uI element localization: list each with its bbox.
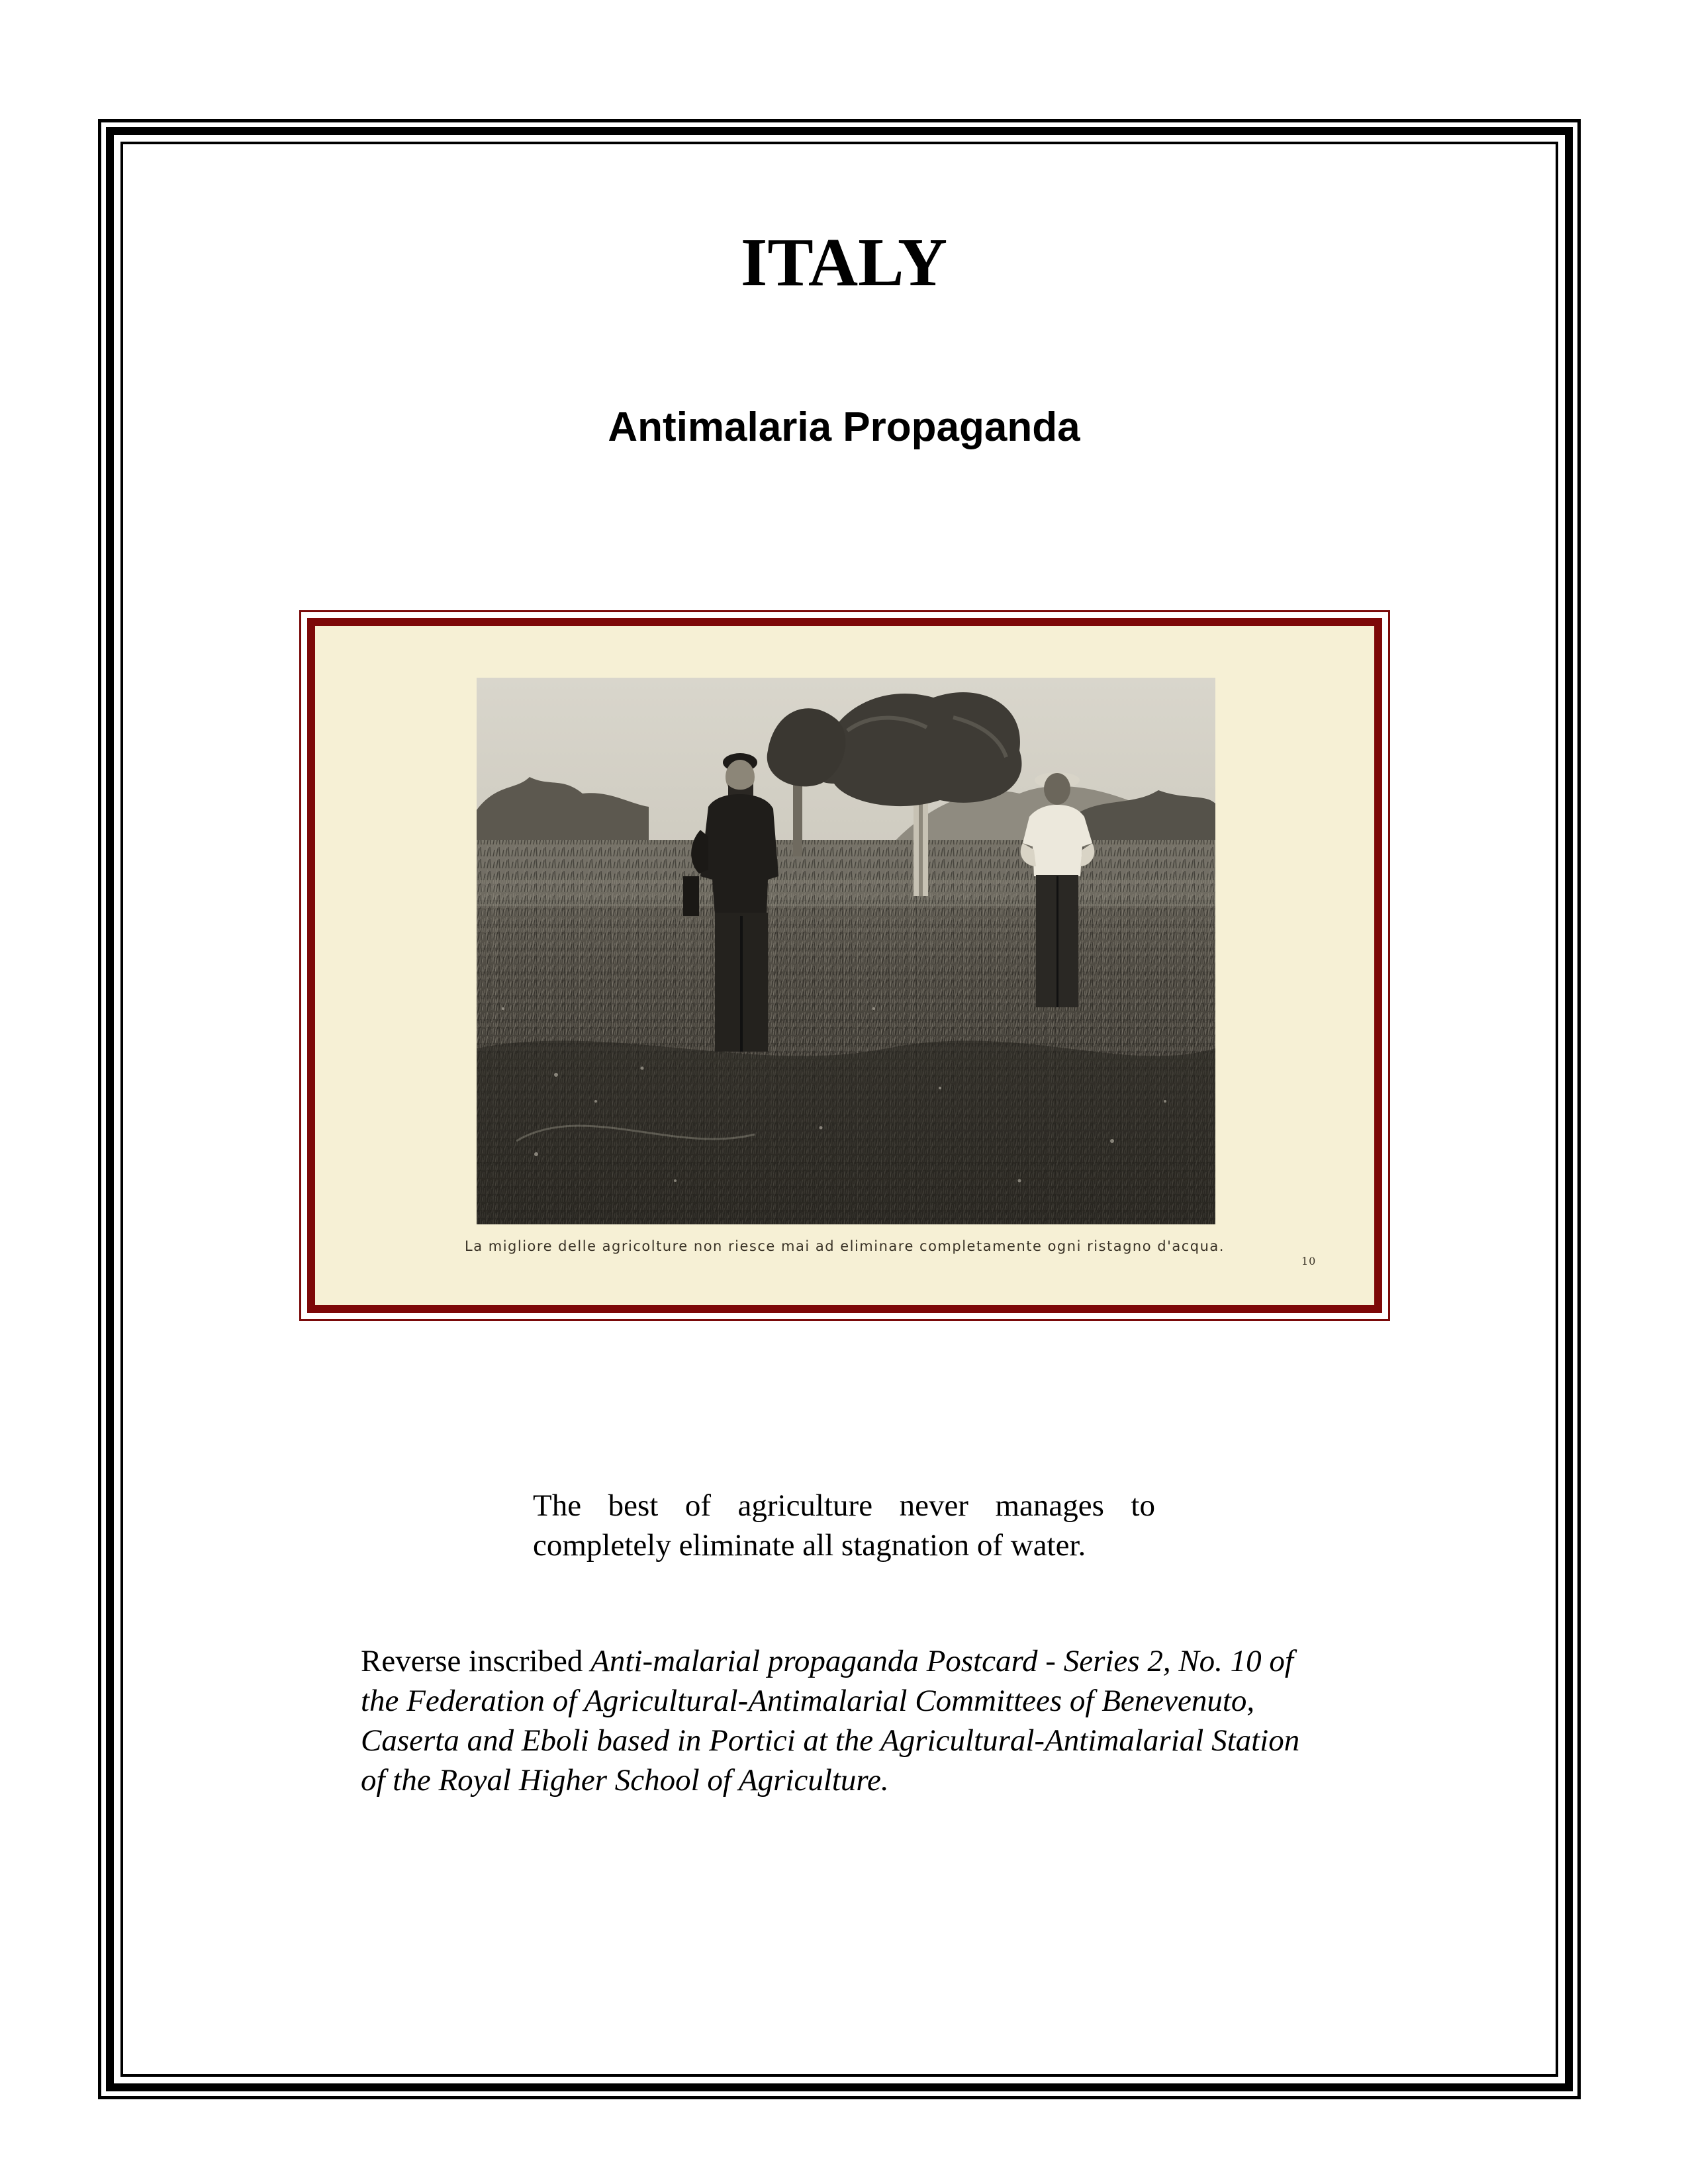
postcard-caption: La migliore delle agricolture non riesce mai ad eliminare completamente ogni ristagno d'acqua. <box>465 1238 1225 1254</box>
page-title: ITALY <box>740 224 948 300</box>
postcard-number: 10 <box>1301 1255 1317 1267</box>
reverse-inscription-note <box>361 1641 1324 1800</box>
reverse-note-prefix: Reverse inscribed <box>361 1644 591 1678</box>
postcard <box>315 626 1374 1305</box>
reverse-note-italic: Anti-malarial propaganda Postcard - Series 2, No. 10 of the Federation of Agricultural-Antimalarial Committees of Benevenuto, Caserta and Eboli based in Portici at the Agricultural-Antimalarial Station of the Royal Higher School of Agriculture. <box>361 1644 1300 1797</box>
page-subtitle: Antimalaria Propaganda <box>608 404 1080 450</box>
caption-translation: The best of agriculture never manages to completely eliminate all stagnation of water. <box>533 1488 1155 1563</box>
postcard-photo <box>477 678 1215 1224</box>
